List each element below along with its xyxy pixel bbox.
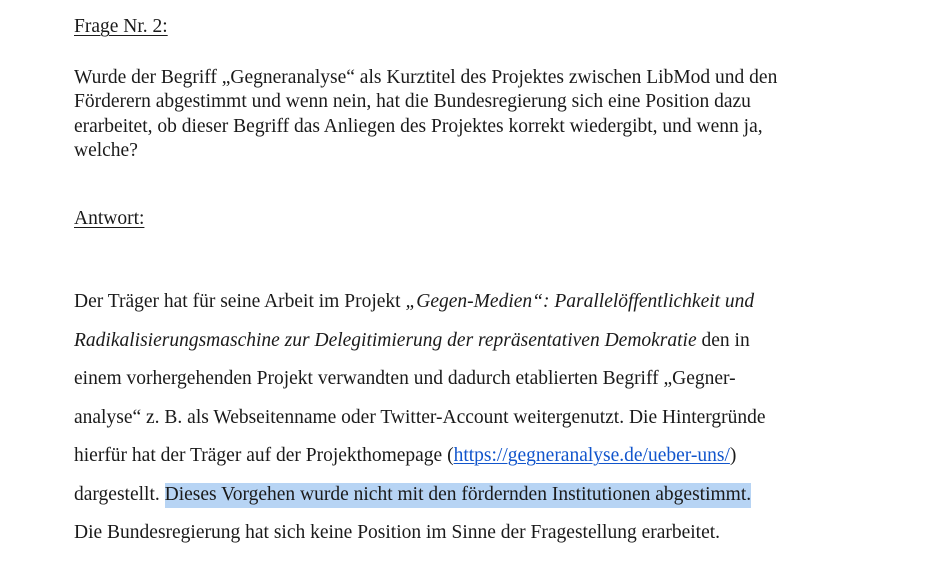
highlighted-selection[interactable]: Dieses Vorgehen wurde nicht mit den fördernden Institutionen abgestimmt. — [165, 483, 752, 508]
answer-text-run: den in — [696, 329, 750, 351]
answer-heading: Antwort: — [74, 208, 145, 229]
question-line: erarbeitet, ob dieser Begriff das Anliegen des Projektes korrekt wiedergibt, und wenn ja, — [74, 115, 763, 137]
project-title-part-2: Radikalisierungsmaschine zur Delegitimierung der repräsentativen Demokratie — [74, 329, 697, 351]
answer-line-2 — [74, 322, 766, 361]
answer-line-3: einem vorhergehenden Projekt verwandten und dadurch etablierten Begriff „Gegner- — [74, 368, 736, 389]
answer-text-run: hierfür hat der Träger auf der Projekthomepage ( — [74, 445, 454, 466]
question-line: Förderern abgestimmt und wenn nein, hat die Bundesregierung sich eine Position dazu — [74, 91, 751, 113]
question-line: welche? — [74, 139, 138, 161]
answer-line-6 — [74, 476, 766, 515]
question-text — [74, 66, 777, 163]
answer-text-run: ) — [729, 445, 737, 466]
answer-text-run: dargestellt. — [74, 483, 165, 505]
question-heading: Frage Nr. 2: — [74, 16, 168, 37]
answer-line-7: Die Bundesregierung hat sich keine Position im Sinne der Fragestellung erarbeitet. — [74, 522, 721, 543]
project-title-part-1: „Gegen-Medien“: Parallelöffentlichkeit und — [405, 291, 755, 312]
project-homepage-link[interactable]: https://gegneranalyse.de/ueber-uns/ — [453, 445, 730, 466]
answer-line-1 — [74, 283, 766, 322]
answer-text-run: Der Träger hat für seine Arbeit im Projekt — [74, 291, 406, 312]
answer-line-5 — [74, 437, 766, 476]
answer-text[interactable] — [74, 283, 766, 553]
question-line: Wurde der Begriff „Gegneranalyse“ als Kurztitel des Projektes zwischen LibMod und den — [74, 67, 778, 88]
answer-line-4: analyse“ z. B. als Webseitenname oder Twitter-Account weitergenutzt. Die Hintergründe — [74, 406, 766, 428]
